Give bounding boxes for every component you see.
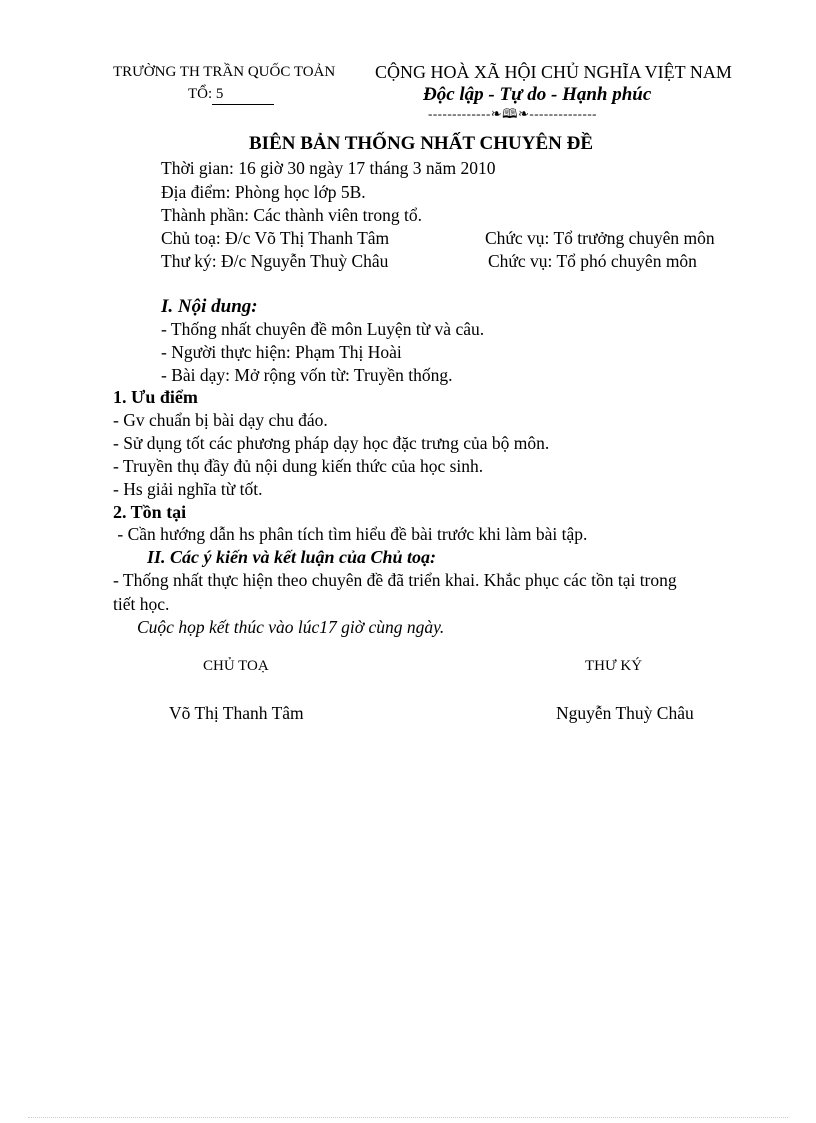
document-title: BIÊN BẢN THỐNG NHẤT CHUYÊN ĐỀ (249, 133, 593, 154)
chair-role: Chức vụ: Tổ trưởng chuyên môn (485, 228, 715, 248)
advantage-line: - Truyền thụ đầy đủ nội dung kiến thức của học sinh. (113, 456, 484, 476)
national-motto: Độc lập - Tự do - Hạnh phúc (423, 84, 652, 105)
section-content-heading: I. Nội dung: (161, 296, 258, 317)
content-line: - Bài dạy: Mở rộng vốn từ: Truyền thống. (161, 365, 453, 385)
shortcomings-heading: 2. Tồn tại (113, 502, 187, 522)
page-edge-line (28, 1117, 788, 1118)
meeting-members: Thành phần: Các thành viên trong tổ. (161, 205, 422, 225)
group-number: TỔ: 5 (188, 86, 224, 102)
chair-signature-name: Võ Thị Thanh Tâm (169, 703, 304, 723)
secretary-signature-name: Nguyễn Thuỳ Châu (556, 703, 694, 723)
meeting-time: Thời gian: 16 giờ 30 ngày 17 tháng 3 năm 2010 (161, 158, 496, 178)
content-line: - Người thực hiện: Phạm Thị Hoài (161, 342, 402, 362)
conclusion-heading: II. Các ý kiến và kết luận của Chủ toạ: (147, 547, 437, 567)
conclusion-line: - Thống nhất thực hiện theo chuyên đề đã triển khai. Khắc phục các tồn tại trong (113, 570, 677, 590)
secretary-signature-title: THƯ KÝ (585, 658, 643, 674)
advantage-line: - Gv chuẩn bị bài dạy chu đáo. (113, 410, 328, 430)
ornament-divider: -------------❧🕮❧-------------- (428, 106, 597, 121)
advantage-line: - Sử dụng tốt các phương pháp dạy học đặc trưng của bộ môn. (113, 433, 550, 453)
conclusion-line: tiết học. (113, 594, 170, 614)
closing-note: Cuộc họp kết thúc vào lúc17 giờ cùng ngày. (137, 617, 445, 637)
country-name: CỘNG HOÀ XÃ HỘI CHỦ NGHĨA VIỆT NAM (375, 62, 732, 82)
content-line: - Thống nhất chuyên đề môn Luyện từ và câu. (161, 319, 485, 339)
secretary-person: Thư ký: Đ/c Nguyễn Thuỳ Châu (161, 251, 389, 271)
shortcoming-line: - Cần hướng dẫn hs phân tích tìm hiểu đề bài trước khi làm bài tập. (113, 524, 588, 544)
group-underline (212, 104, 274, 105)
advantages-heading: 1. Ưu điểm (113, 387, 198, 407)
chair-person: Chủ toạ: Đ/c Võ Thị Thanh Tâm (161, 228, 390, 248)
secretary-role: Chức vụ: Tổ phó chuyên môn (488, 251, 697, 271)
meeting-place: Địa điểm: Phòng học lớp 5B. (161, 182, 366, 202)
advantage-line: - Hs giải nghĩa từ tốt. (113, 479, 263, 499)
chair-signature-title: CHỦ TOẠ (203, 658, 269, 674)
school-name: TRƯỜNG TH TRẦN QUỐC TOẢN (113, 64, 336, 80)
